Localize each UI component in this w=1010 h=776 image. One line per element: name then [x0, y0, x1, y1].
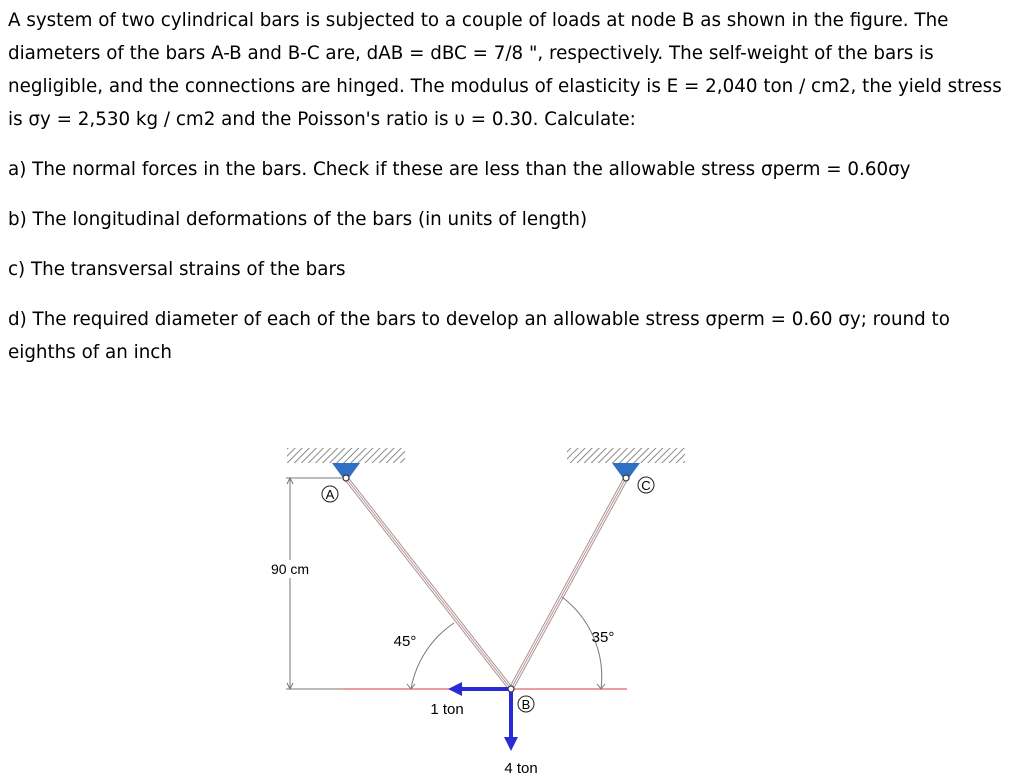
pin-a	[343, 475, 349, 481]
load-vertical-label: 4 ton	[504, 760, 538, 776]
angle-right-label: 35°	[591, 629, 615, 646]
bar-ab	[346, 478, 511, 689]
problem-part-c: c) The transversal strains of the bars	[8, 259, 346, 280]
angle-left-label: 45°	[393, 633, 417, 650]
bar-bc	[511, 478, 626, 689]
height-dimension	[286, 478, 343, 689]
node-a-label: A	[325, 487, 335, 502]
pin-c	[623, 475, 629, 481]
ceiling-right	[567, 448, 685, 463]
pin-b	[508, 686, 514, 692]
height-label: 90 cm	[270, 561, 310, 577]
problem-part-d: d) The required diameter of each of the bars to develop an allowable stress σperm = 0.60 σy; round to eighths of an inch	[8, 309, 950, 363]
ceiling-left	[287, 448, 405, 463]
angle-arc-left	[411, 623, 454, 689]
problem-part-b: b) The longitudinal deformations of the bars (in units of length)	[8, 209, 588, 230]
load-horizontal-arrow	[448, 682, 508, 696]
problem-intro: A system of two cylindrical bars is subjected to a couple of loads at node B as shown in the figure. The diameters of the bars A-B and B-C are, dAB = dBC = 7/8 ", respectively. The self-weight of the bars is negligible, and the connections are hinged. The modulus of elasticity is E = 2,040 ton / cm2, the yield stress is σy = 2,530 kg / cm2 and the Poisson's ratio is υ = 0.30. Calculate:	[8, 10, 1002, 130]
node-b-label: B	[521, 697, 531, 712]
problem-part-a: a) The normal forces in the bars. Check if these are less than the allowable stress σperm = 0.60σy	[8, 159, 911, 180]
node-c-label: C	[641, 478, 651, 493]
load-horizontal-label: 1 ton	[430, 701, 464, 718]
load-vertical-arrow	[504, 692, 518, 751]
